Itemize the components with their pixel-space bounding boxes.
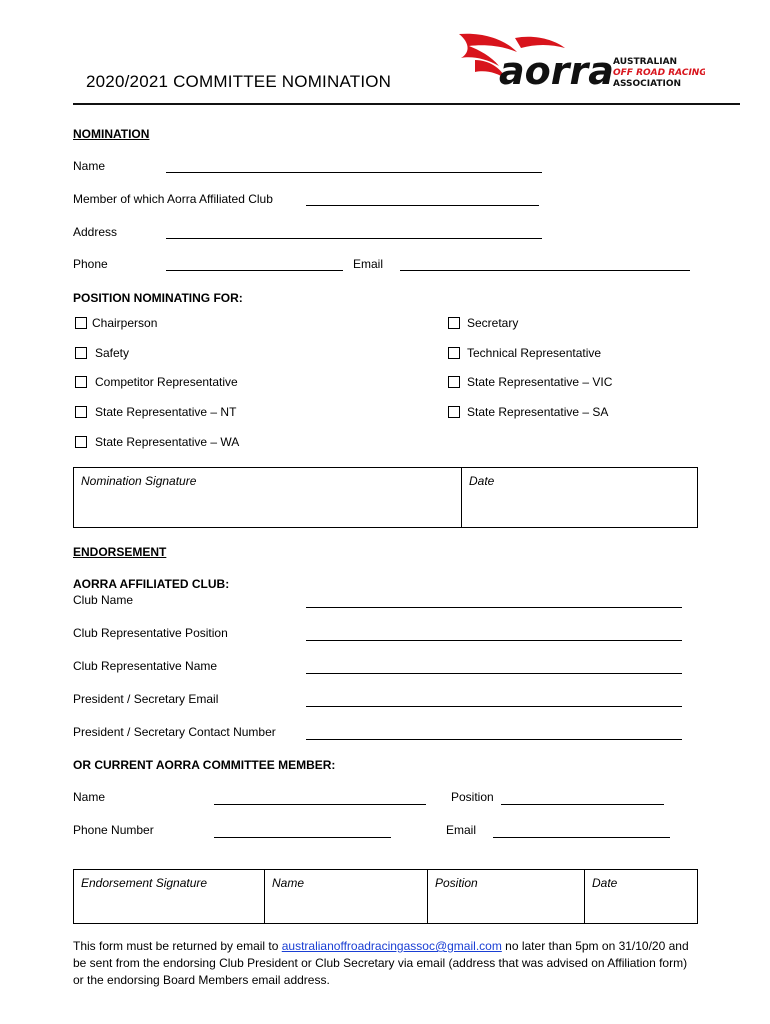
name-label: Name — [73, 159, 106, 173]
rep-position-field[interactable] — [306, 640, 682, 641]
rep-name-field[interactable] — [306, 673, 682, 674]
endorsement-signature-table — [73, 869, 698, 924]
member-phone-label: Phone Number — [73, 823, 154, 837]
member-email-label: Email — [446, 823, 477, 837]
member-phone-field[interactable] — [214, 837, 391, 838]
club-heading: AORRA AFFILIATED CLUB: — [73, 577, 230, 591]
member-position-field[interactable] — [501, 804, 664, 805]
nomination-date-label: Date — [469, 474, 495, 488]
table-divider — [264, 870, 265, 923]
email-field[interactable] — [400, 270, 690, 271]
position-label-state-rep-vic: State Representative – VIC — [467, 375, 613, 389]
position-label-competitor-rep: Competitor Representative — [95, 375, 238, 389]
member-heading: OR CURRENT AORRA COMMITTEE MEMBER: — [73, 758, 336, 772]
pres-email-field[interactable] — [306, 706, 682, 707]
pres-email-label: President / Secretary Email — [73, 692, 219, 706]
phone-label: Phone — [73, 257, 108, 271]
pres-phone-label: President / Secretary Contact Number — [73, 725, 276, 739]
footer-text-before: This form must be returned by email to — [73, 939, 282, 953]
svg-text:ASSOCIATION: ASSOCIATION — [613, 79, 682, 89]
endorsement-position-label: Position — [435, 876, 478, 890]
checkbox-safety[interactable] — [75, 347, 87, 359]
member-name-label: Name — [73, 790, 106, 804]
pres-phone-field[interactable] — [306, 739, 682, 740]
endorsement-date-label: Date — [592, 876, 618, 890]
checkbox-chairperson[interactable] — [75, 317, 87, 329]
checkbox-technical-rep[interactable] — [448, 347, 460, 359]
header-rule — [73, 103, 740, 105]
nomination-signature-table — [73, 467, 698, 528]
rep-position-label: Club Representative Position — [73, 626, 228, 640]
checkbox-secretary[interactable] — [448, 317, 460, 329]
club-field[interactable] — [306, 205, 539, 206]
return-email-link[interactable]: australianoffroadracingassoc@gmail.com — [281, 939, 502, 953]
position-label-state-rep-wa: State Representative – WA — [95, 435, 240, 449]
member-position-label: Position — [451, 790, 494, 804]
footer-text-after: no later than 5pm on 31/10/20 and be sent from the endorsing Club President or Club Secretary via email (address that was advised on Affiliation form) or the endorsing Board Members email address. — [73, 939, 689, 987]
member-email-field[interactable] — [493, 837, 670, 838]
svg-text:AUSTRALIAN: AUSTRALIAN — [613, 57, 678, 67]
page-title: 2020/2021 COMMITTEE NOMINATION — [86, 72, 392, 91]
address-field[interactable] — [166, 238, 542, 239]
position-label-safety: Safety — [95, 346, 130, 360]
position-label-state-rep-sa: State Representative – SA — [467, 405, 609, 419]
checkbox-state-rep-vic[interactable] — [448, 376, 460, 388]
svg-text:OFF ROAD RACING: OFF ROAD RACING — [613, 68, 705, 78]
checkbox-state-rep-sa[interactable] — [448, 406, 460, 418]
rep-name-label: Club Representative Name — [73, 659, 218, 673]
aorra-logo — [455, 30, 705, 92]
club-name-field[interactable] — [306, 607, 682, 608]
table-divider — [584, 870, 585, 923]
endorsement-heading: ENDORSEMENT — [73, 545, 167, 559]
club-name-label: Club Name — [73, 593, 134, 607]
member-name-field[interactable] — [214, 804, 426, 805]
positions-heading: POSITION NOMINATING FOR: — [73, 291, 243, 305]
checkbox-state-rep-nt[interactable] — [75, 406, 87, 418]
aorra-logo-graphic — [455, 30, 705, 92]
endorsement-signature-label: Endorsement Signature — [81, 876, 208, 890]
checkbox-state-rep-wa[interactable] — [75, 436, 87, 448]
table-divider — [461, 468, 462, 527]
nomination-heading: NOMINATION — [73, 127, 150, 141]
phone-field[interactable] — [166, 270, 343, 271]
checkbox-competitor-rep[interactable] — [75, 376, 87, 388]
name-field[interactable] — [166, 172, 542, 173]
logo-wordmark: aorra — [499, 49, 614, 92]
club-label: Member of which Aorra Affiliated Club — [73, 192, 273, 206]
position-label-secretary: Secretary — [467, 316, 519, 330]
nomination-signature-label: Nomination Signature — [81, 474, 197, 488]
endorsement-name-label: Name — [272, 876, 305, 890]
position-label-chairperson: Chairperson — [92, 316, 158, 330]
position-label-technical-rep: Technical Representative — [467, 346, 602, 360]
position-label-state-rep-nt: State Representative – NT — [95, 405, 237, 419]
address-label: Address — [73, 225, 118, 239]
email-label: Email — [353, 257, 384, 271]
table-divider — [427, 870, 428, 923]
footer-note — [73, 938, 693, 989]
